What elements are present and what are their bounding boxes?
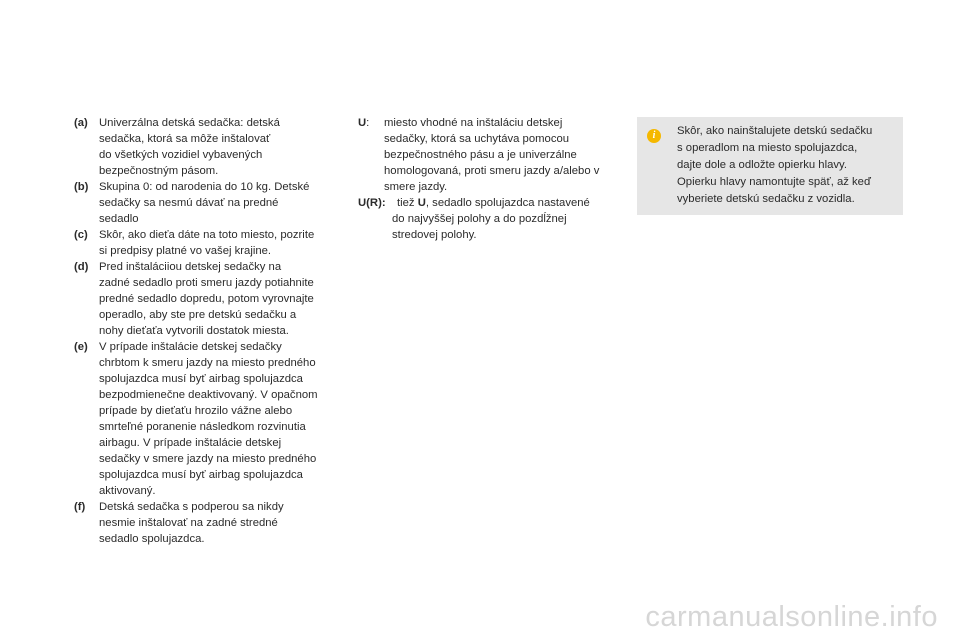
u-colon: : <box>366 117 370 129</box>
legend-entry-ur <box>358 195 628 211</box>
legend-text <box>99 115 344 179</box>
text-line: spolujazdca musí byť airbag spolujazdca <box>99 469 303 481</box>
legend-label: (b) <box>74 181 89 193</box>
text-line: vyberiete detskú sedačku z vozidla. <box>677 193 855 205</box>
text-line: do najvyššej polohy a do pozdĺžnej <box>392 213 567 225</box>
info-icon: i <box>647 129 661 143</box>
watermark: carmanualsonline.info <box>645 601 938 633</box>
legend-text <box>99 259 344 339</box>
legend-label: (a) <box>74 117 88 129</box>
text-line: Pred inštaláciiou detskej sedačky na <box>99 261 282 273</box>
text-line: sedadlo spolujazdca. <box>99 533 205 545</box>
text-line: homologovaná, proti smeru jazdy a/alebo v <box>384 165 600 177</box>
legend-column-left <box>74 115 344 547</box>
text-line: s operadlom na miesto spolujazdca, <box>677 142 858 154</box>
text-line: si predpisy platné vo vašej krajine. <box>99 245 272 257</box>
text-line: Univerzálna detská sedačka: detská <box>99 117 280 129</box>
text-line: stredovej polohy. <box>392 229 477 241</box>
info-note-text <box>677 123 897 208</box>
text-line: smrteľné poranenie následkom rozvinutia <box>99 421 306 433</box>
text-line: do všetkých vozidiel vybavených <box>99 149 263 161</box>
text-fragment-bold: U <box>417 197 426 209</box>
text-line: sedačky sa nesmú dávať na predné <box>99 197 279 209</box>
text-line: dajte dole a odložte opierku hlavy. <box>677 159 847 171</box>
text-line: nohy dieťaťa vytvorili dostatok miesta. <box>99 325 289 337</box>
text-line: bezpečnostného pásu a je univerzálne <box>384 149 577 161</box>
text-line: V prípade inštalácie detskej sedačky <box>99 341 282 353</box>
text-line: spolujazdca musí byť airbag spolujazdca <box>99 373 303 385</box>
text-line <box>397 195 628 211</box>
info-note-box <box>637 117 903 215</box>
legend-text <box>99 339 344 499</box>
legend-entry-u <box>358 115 628 195</box>
text-line: airbagu. V prípade inštalácie detskej <box>99 437 282 449</box>
legend-text <box>99 179 344 227</box>
legend-label: (d) <box>74 261 89 273</box>
legend-label: (e) <box>74 341 88 353</box>
legend-text <box>99 499 344 547</box>
legend-entry-d <box>74 259 344 339</box>
legend-entry-e <box>74 339 344 499</box>
text-line: bezpodmienečne deaktivovaný. V opačnom <box>99 389 318 401</box>
legend-text <box>99 227 344 259</box>
text-line: sedačka, ktorá sa môže inštalovať <box>99 133 271 145</box>
legend-entry-c <box>74 227 344 259</box>
text-line: sedačky v smere jazdy na miesto predného <box>99 453 317 465</box>
text-line: nesmie inštalovať na zadné stredné <box>99 517 278 529</box>
text-line: Skupina 0: od narodenia do 10 kg. Detské <box>99 181 310 193</box>
text-line: Opierku hlavy namontujte späť, až keď <box>677 176 871 188</box>
text-line: Skôr, ako nainštalujete detskú sedačku <box>677 125 873 137</box>
text-fragment: , sedadlo spolujazdca nastavené <box>425 197 590 209</box>
legend-entry-f <box>74 499 344 547</box>
text-line: sedadlo <box>99 213 139 225</box>
text-line: predné sedadlo dopredu, potom vyrovnajte <box>99 293 314 305</box>
u-letter: U <box>358 117 367 129</box>
legend-label: (f) <box>74 501 86 513</box>
text-line: Detská sedačka s podperou sa nikdy <box>99 501 284 513</box>
text-line: Skôr, ako dieťa dáte na toto miesto, pozrite <box>99 229 315 241</box>
legend-entry-a <box>74 115 344 179</box>
text-line: prípade by dieťaťu hrozilo vážne alebo <box>99 405 293 417</box>
legend-label-u <box>358 115 384 195</box>
text-line: miesto vhodné na inštaláciu detskej <box>384 117 563 129</box>
text-line: zadné sedadlo proti smeru jazdy potiahnite <box>99 277 314 289</box>
legend-entry-b <box>74 179 344 227</box>
legend-label: (c) <box>74 229 88 241</box>
legend-column-middle <box>358 115 628 243</box>
legend-label-ur: U(R): <box>358 197 386 209</box>
text-line: aktivovaný. <box>99 485 156 497</box>
legend-text <box>397 195 628 211</box>
text-line: operadlo, aby ste pre detskú sedačku a <box>99 309 297 321</box>
text-line: chrbtom k smeru jazdy na miesto predného <box>99 357 316 369</box>
text-line: bezpečnostným pásom. <box>99 165 219 177</box>
text-line: sedačky, ktorá sa uchytáva pomocou <box>384 133 570 145</box>
legend-text <box>384 115 628 195</box>
text-line: smere jazdy. <box>384 181 448 193</box>
text-fragment: tiež <box>397 197 418 209</box>
